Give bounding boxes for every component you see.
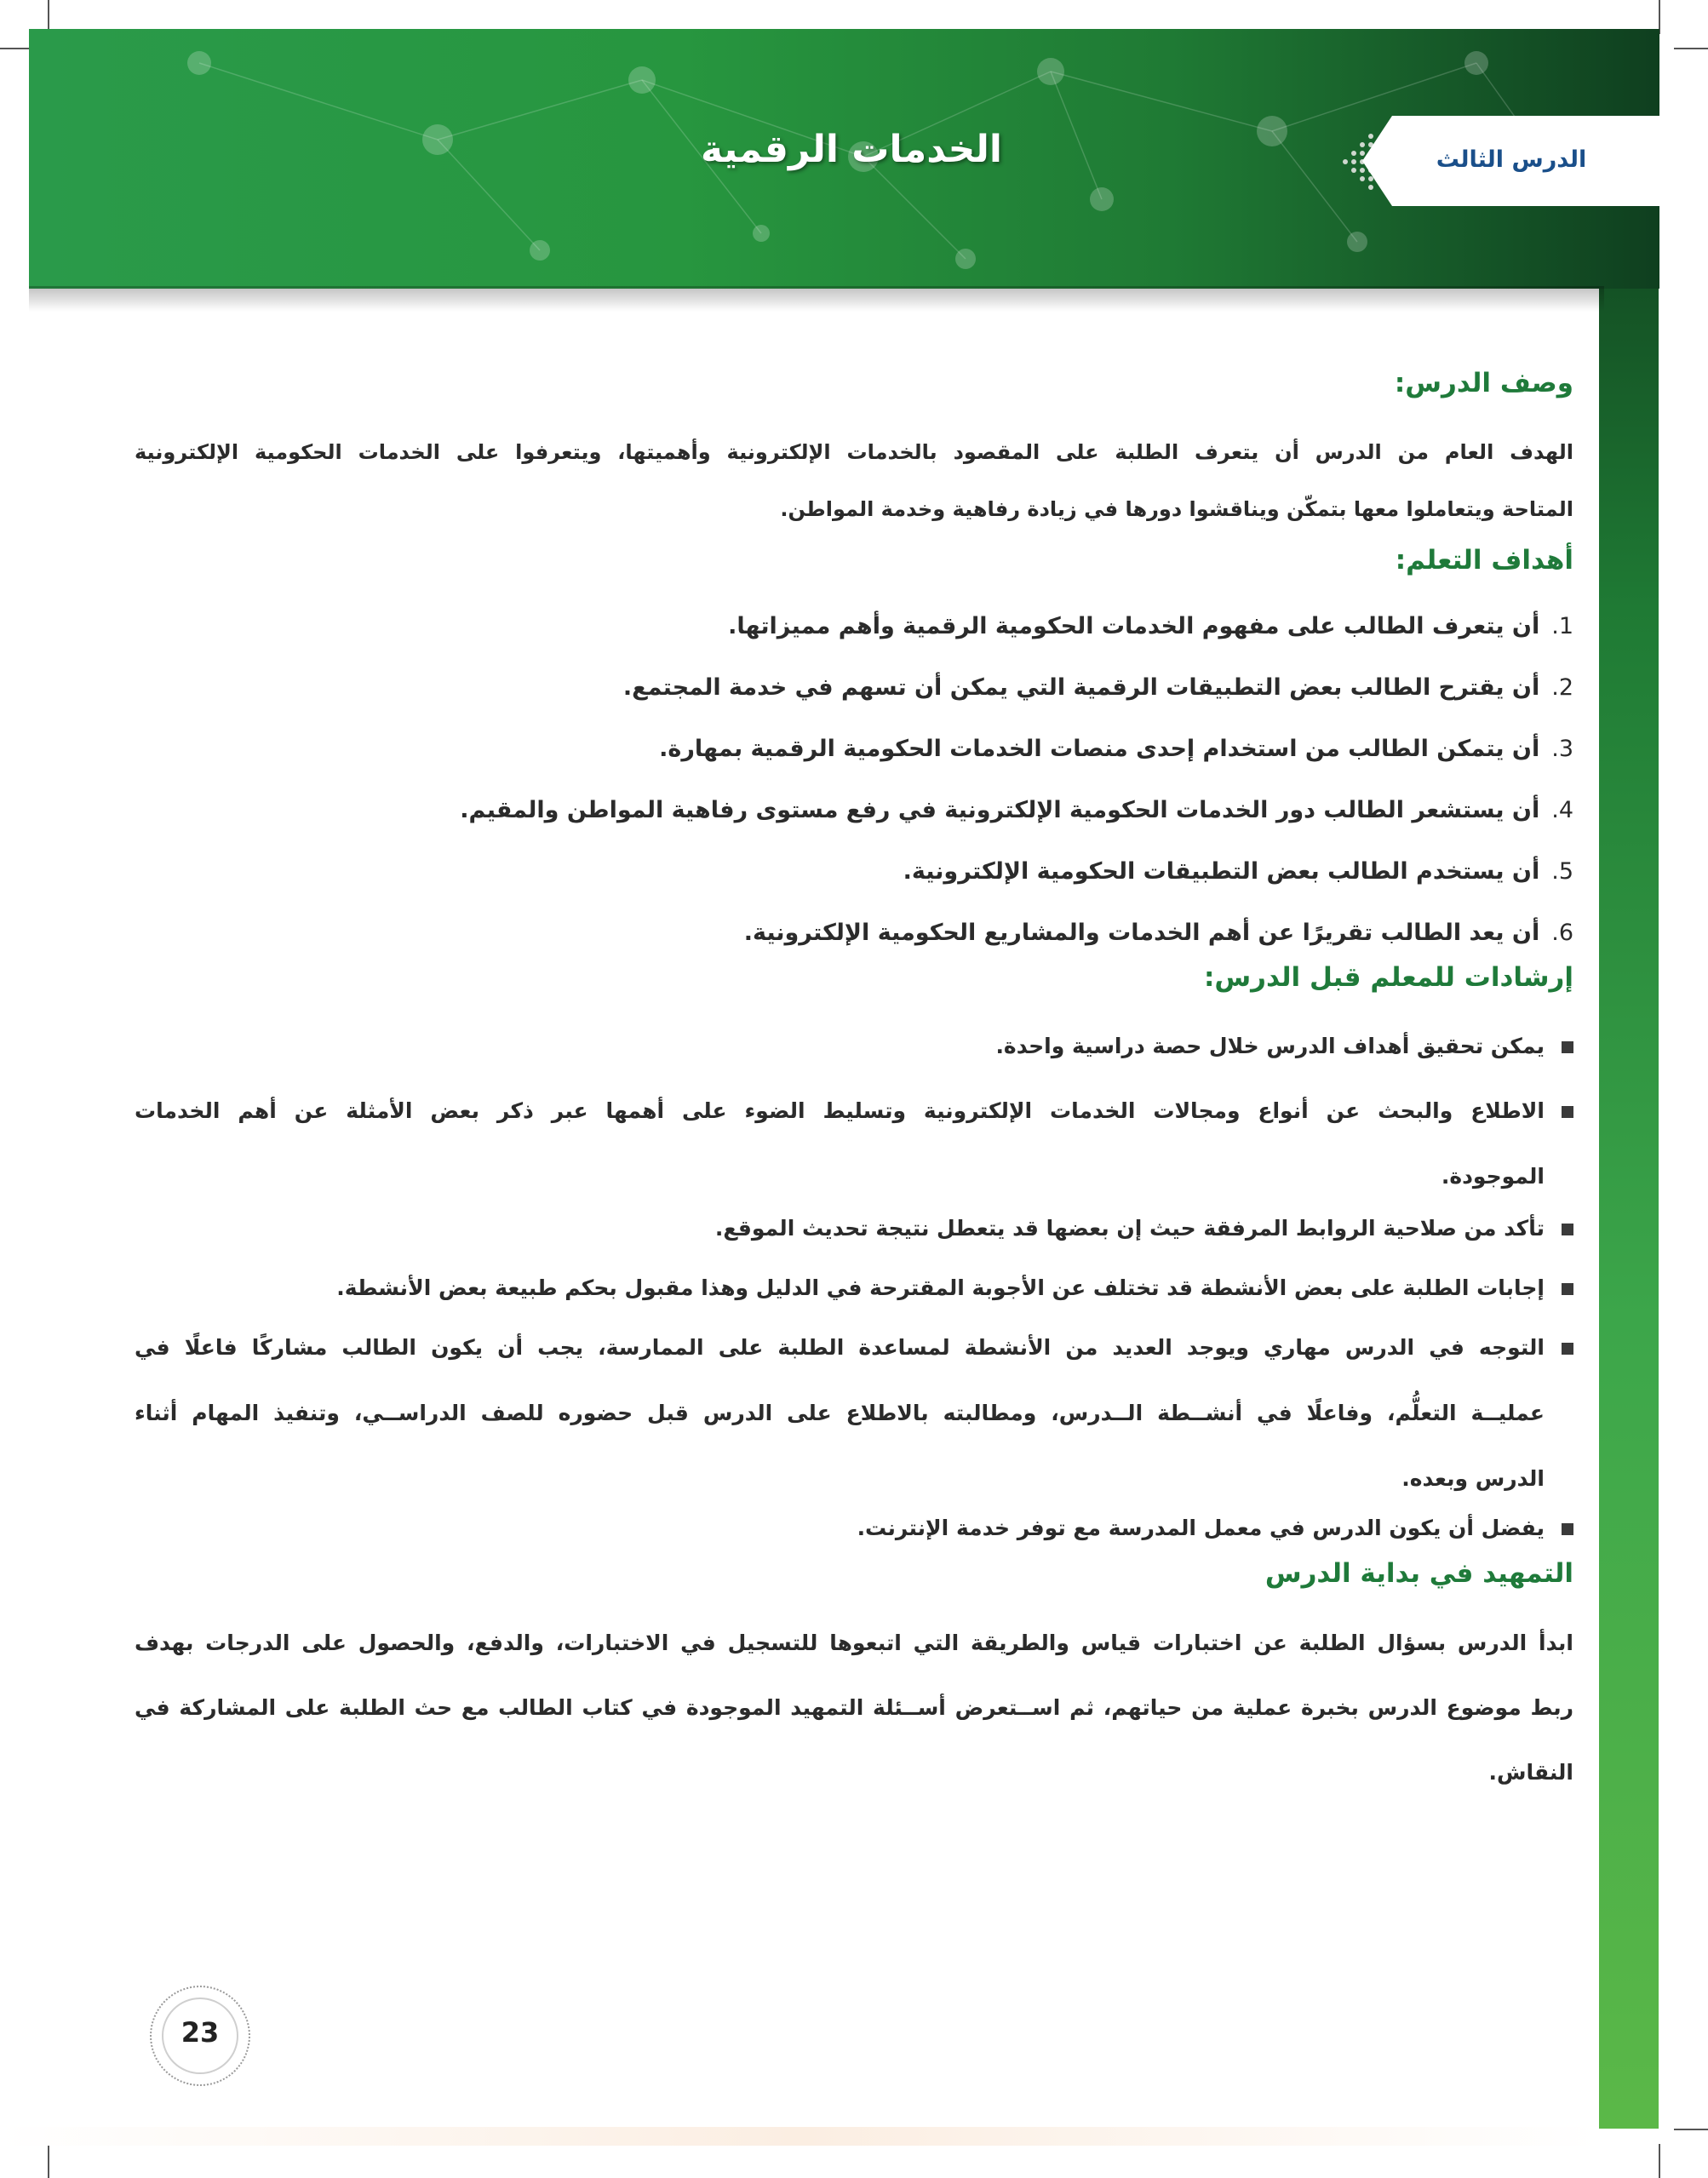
- section-heading-description: وصف الدرس:: [1394, 368, 1573, 398]
- bullet-item: [135, 1195, 1573, 1261]
- list-number: 3.: [1551, 736, 1573, 762]
- square-bullet-icon: [1562, 1283, 1573, 1295]
- list-number: 4.: [1551, 797, 1573, 823]
- list-text: أن يعد الطالب تقريرًا عن أهم الخدمات والمشاريع الحكومية الإلكترونية.: [743, 920, 1540, 946]
- bullet-text: الاطلاع والبحث عن أنواع ومجالات الخدمات الإلكترونية وتسليط الضوء على أهمها عبر ذكر بعض الأمثلة عن أهم الخدمات: [135, 1098, 1545, 1123]
- bullet-item: [135, 1013, 1573, 1079]
- bullet-text: الدرس وبعده.: [1401, 1466, 1545, 1491]
- description-paragraph: [135, 424, 1573, 538]
- square-bullet-icon: [1562, 1106, 1573, 1118]
- crop-mark: [48, 2144, 49, 2178]
- section-heading-objectives: أهداف التعلم:: [1395, 545, 1573, 576]
- bullet-text: يمكن تحقيق أهداف الدرس خلال حصة دراسية واحدة.: [995, 1034, 1545, 1058]
- list-text: أن يتعرف الطالب على مفهوم الخدمات الحكومية الرقمية وأهم مميزاتها.: [728, 613, 1540, 639]
- list-item: [135, 903, 1573, 964]
- section-heading-intro: التمهيد في بداية الدرس: [1264, 1558, 1573, 1589]
- list-number: 2.: [1551, 674, 1573, 701]
- bullet-item: [135, 1315, 1573, 1511]
- intro-line: النقاش.: [1488, 1760, 1573, 1785]
- crop-mark: [1674, 48, 1708, 49]
- square-bullet-icon: [1562, 1224, 1573, 1235]
- crop-mark: [1674, 2129, 1708, 2130]
- bullet-item: [135, 1078, 1573, 1209]
- list-text: أن يتمكن الطالب من استخدام إحدى منصات الخدمات الحكومية الرقمية بمهارة.: [659, 736, 1540, 762]
- bullet-text: إجابات الطلبة على بعض الأنشطة قد تختلف عن الأجوبة المقترحة في الدليل وهذا مقبول بحكم طبيعة بعض الأنشطة.: [336, 1275, 1545, 1300]
- list-item: [135, 841, 1573, 903]
- list-item: [135, 780, 1573, 841]
- section-heading-guidelines: إرشادات للمعلم قبل الدرس:: [1203, 962, 1573, 993]
- lesson-label: الدرس الثالث: [1436, 146, 1587, 173]
- square-bullet-icon: [1562, 1343, 1573, 1355]
- banner-shadow: [29, 286, 1604, 312]
- page-title: الخدمات الرقمية: [701, 128, 1002, 171]
- list-text: أن يستشعر الطالب دور الخدمات الحكومية الإلكترونية في رفع مستوى رفاهية المواطن والمقيم.: [460, 797, 1540, 823]
- list-number: 1.: [1551, 613, 1573, 639]
- list-number: 6.: [1551, 920, 1573, 946]
- bullet-item: [135, 1255, 1573, 1321]
- bullet-text: عمليــة التعلُّم، وفاعلًا في أنشــطة الــدرس، ومطالبته بالاطلاع على الدرس قبل حضوره للصف الدراســي، وتنفيذ المهام أثناء: [135, 1401, 1545, 1425]
- list-text: أن يستخدم الطالب بعض التطبيقات الحكومية الإلكترونية.: [903, 858, 1540, 885]
- list-number: 5.: [1551, 858, 1573, 885]
- bullet-text: التوجه في الدرس مهاري ويوجد العديد من الأنشطة لمساعدة الطلبة على الممارسة، يجب أن يكون الطالب مشاركًا فاعلًا في: [135, 1335, 1545, 1360]
- square-bullet-icon: [1562, 1041, 1573, 1053]
- description-line: الهدف العام من الدرس أن يتعرف الطلبة على المقصود بالخدمات الإلكترونية وأهميتها، ويتعرفوا على الخدمات الحكومية الإلكترونية: [135, 440, 1573, 464]
- bullet-text: تأكد من صلاحية الروابط المرفقة حيث إن بعضها قد يتعطل نتيجة تحديث الموقع.: [714, 1216, 1545, 1241]
- description-line: المتاحة ويتعاملوا معها بتمكّن ويناقشوا دورها في زيادة رفاهية وخدمة المواطن.: [780, 497, 1573, 521]
- list-item: [135, 657, 1573, 719]
- intro-paragraph: [135, 1611, 1573, 1805]
- list-text: أن يقترح الطالب بعض التطبيقات الرقمية التي يمكن أن تسهم في خدمة المجتمع.: [622, 674, 1540, 701]
- page-number: 23: [181, 2016, 220, 2049]
- intro-line: ابدأ الدرس بسؤال الطلبة عن اختبارات قياس والطريقة التي اتبعوها للتسجيل في الاختبارات، والدفع، والحصول على الدرجات بهدف: [135, 1631, 1573, 1655]
- bullet-text: يفضل أن يكون الدرس في معمل المدرسة مع توفر خدمة الإنترنت.: [857, 1516, 1545, 1540]
- bullet-text: الموجودة.: [1441, 1164, 1545, 1189]
- square-bullet-icon: [1562, 1523, 1573, 1535]
- list-item: [135, 596, 1573, 657]
- intro-line: ربط موضوع الدرس بخبرة عملية من حياتهم، ثم اســتعرض أســئلة التمهيد الموجودة في كتاب الطالب مع حث الطلبة على المشاركة في: [135, 1695, 1573, 1720]
- list-item: [135, 719, 1573, 780]
- bullet-item: [135, 1495, 1573, 1561]
- side-decoration-bar: [1599, 102, 1659, 2129]
- footer-strip: [0, 2127, 1599, 2146]
- crop-mark: [1659, 2144, 1660, 2178]
